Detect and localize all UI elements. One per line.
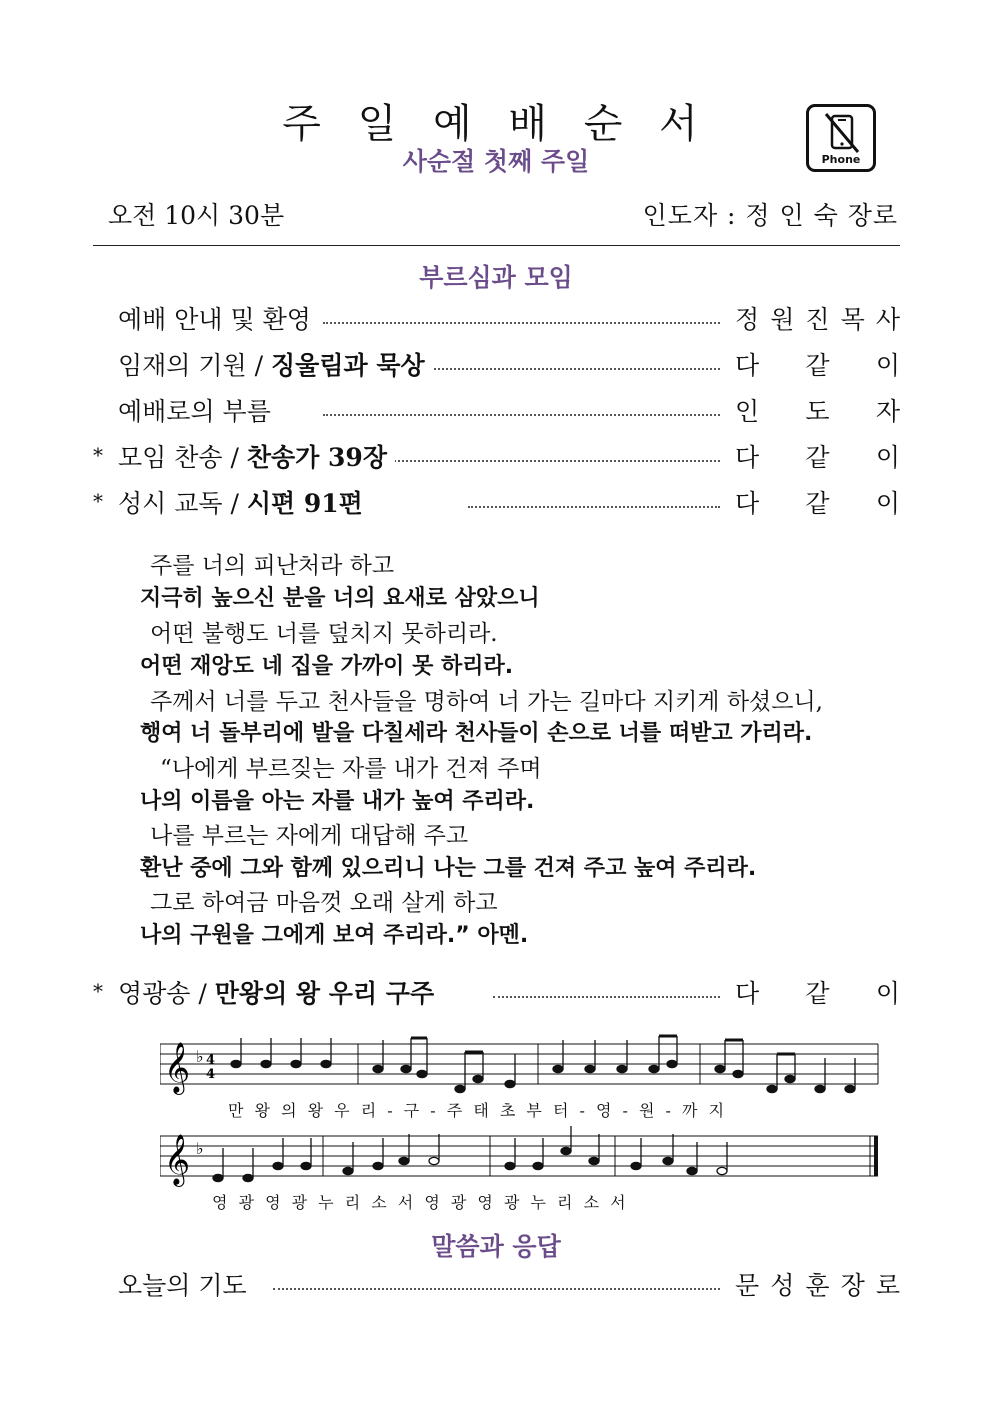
psalm-line-leader: 그로 하여금 마음껏 오래 살게 하고: [150, 890, 498, 916]
order-item-person: 정 원 진 목 사: [735, 300, 900, 336]
order-item-label: 예배 안내 및 환영: [118, 300, 319, 336]
psalm-line-leader: 어떤 불행도 너를 덮치지 못하리라.: [150, 621, 498, 647]
psalm-line-leader: “나에게 부르짖는 자를 내가 건져 주며: [160, 756, 542, 782]
order-item-person: 다 같 이: [735, 346, 900, 382]
order-item-label: 모임 찬송 / 찬송가 39장: [118, 438, 395, 474]
psalm-line-response: 어떤 재앙도 네 집을 가까이 못 하리라.: [140, 654, 514, 679]
order-item-label: 임재의 기원 / 징울림과 묵상: [118, 346, 433, 382]
order-item: [93, 484, 900, 520]
music-lyrics-1: 만 왕 의 왕 우 리 - 구 - 주 태 초 부 터 - 영 - 원 - 까 지: [228, 1101, 725, 1120]
order-item-gloria: [93, 974, 900, 1010]
service-leader: 인도자 : 정 인 숙 장로: [642, 201, 898, 230]
leader-dots: [323, 414, 720, 416]
order-item-label: 예배로의 부름: [118, 392, 279, 428]
order-item-person: 문 성 훈 장 로: [735, 1266, 900, 1302]
page-title: 주 일 예 배 순 서: [282, 101, 710, 147]
leader-dots: [273, 1288, 720, 1290]
psalm-line-leader: 주를 너의 피난처라 하고: [150, 553, 395, 579]
psalm-line-response: 지극히 높으신 분을 너의 요새로 삼았으니: [140, 586, 540, 611]
psalm-line-leader: 나를 부르는 자에게 대답해 주고: [150, 823, 469, 849]
order-item-person: 다 같 이: [735, 974, 900, 1010]
standing-mark: *: [93, 489, 103, 513]
order-item: [93, 300, 900, 336]
section-heading-word: 말씀과 응답: [431, 1232, 561, 1261]
music-staff-2: [160, 1124, 880, 1190]
page-subtitle: 사순절 첫째 주일: [402, 147, 590, 176]
order-item-person: 인 도 자: [735, 392, 900, 428]
order-item: [93, 438, 900, 474]
order-item-label: 성시 교독 / 시편 91편: [118, 484, 371, 520]
order-item-label: 영광송 / 만왕의 왕 우리 구주: [118, 974, 442, 1010]
svg-text:𝄞: 𝄞: [164, 1134, 191, 1185]
standing-mark: *: [93, 979, 103, 1003]
psalm-line-leader: 주께서 너를 두고 천사들을 명하여 너 가는 길마다 지키게 하셨으니,: [150, 689, 823, 715]
svg-text:♭: ♭: [196, 1047, 204, 1066]
order-item: [93, 392, 900, 428]
leader-dots: [468, 506, 720, 508]
standing-mark: *: [93, 443, 103, 467]
music-lyrics-2: 영 광 영 광 누 리 소 서 영 광 영 광 누 리 소 서: [212, 1193, 626, 1212]
leader-dots: [323, 322, 720, 324]
order-item-person: 다 같 이: [735, 484, 900, 520]
section-heading-gathering: 부르심과 모임: [419, 263, 573, 292]
svg-text:4: 4: [206, 1053, 216, 1068]
order-item-person: 다 같 이: [735, 438, 900, 474]
psalm-line-response: 행여 너 돌부리에 발을 다칠세라 천사들이 손으로 너를 떠받고 가리라.: [140, 721, 813, 746]
music-staff-1: [160, 1032, 880, 1102]
header-divider: [93, 245, 900, 246]
psalm-line-response: 나의 구원을 그에게 보여 주리라.” 아멘.: [140, 923, 529, 948]
svg-text:♭: ♭: [196, 1139, 204, 1158]
order-item-prayer: [93, 1266, 900, 1302]
no-phone-sign: [806, 104, 876, 172]
leader-dots: [493, 996, 720, 998]
order-item: [93, 346, 900, 382]
order-item-label: 오늘의 기도: [118, 1266, 255, 1302]
no-phone-icon: [822, 112, 862, 154]
psalm-line-response: 환난 중에 그와 함께 있으리니 나는 그를 건져 주고 높여 주리라.: [140, 856, 757, 881]
phone-label: Phone: [821, 153, 861, 166]
svg-text:𝄞: 𝄞: [164, 1042, 191, 1093]
psalm-line-response: 나의 이름을 아는 자를 내가 높여 주리라.: [140, 789, 535, 814]
svg-text:4: 4: [206, 1067, 216, 1082]
service-time: 오전 10시 30분: [108, 201, 285, 230]
